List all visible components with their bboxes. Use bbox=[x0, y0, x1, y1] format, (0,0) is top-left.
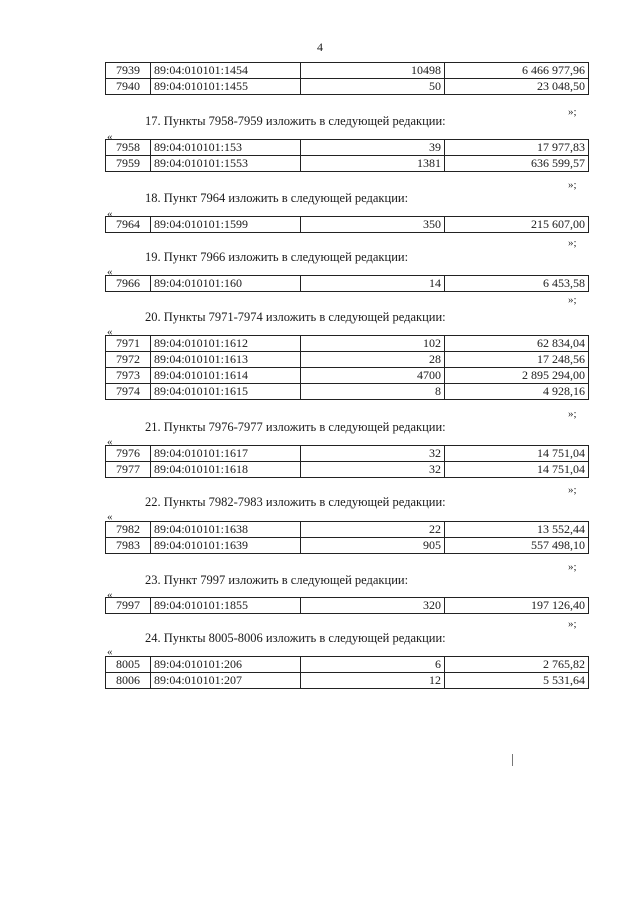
table-row bbox=[106, 368, 589, 384]
value: 23 048,50 bbox=[445, 79, 589, 95]
row-number: 7940 bbox=[106, 79, 151, 95]
area: 1381 bbox=[301, 156, 445, 172]
section-23-table bbox=[105, 597, 589, 614]
opening-quote: « bbox=[107, 511, 113, 523]
table-row bbox=[106, 462, 589, 478]
value: 13 552,44 bbox=[445, 522, 589, 538]
table-row bbox=[106, 217, 589, 233]
area: 905 bbox=[301, 538, 445, 554]
row-number: 7997 bbox=[106, 598, 151, 614]
cadastral-number: 89:04:010101:1855 bbox=[151, 598, 301, 614]
closing-quote: »; bbox=[568, 408, 577, 420]
page-number: 4 bbox=[317, 40, 323, 54]
row-number: 7972 bbox=[106, 352, 151, 368]
area: 50 bbox=[301, 79, 445, 95]
table-row bbox=[106, 522, 589, 538]
area: 4700 bbox=[301, 368, 445, 384]
cadastral-number: 89:04:010101:1639 bbox=[151, 538, 301, 554]
row-number: 7971 bbox=[106, 336, 151, 352]
area: 22 bbox=[301, 522, 445, 538]
row-number: 7973 bbox=[106, 368, 151, 384]
area: 350 bbox=[301, 217, 445, 233]
area: 32 bbox=[301, 446, 445, 462]
row-number: 7939 bbox=[106, 63, 151, 79]
cadastral-number: 89:04:010101:1615 bbox=[151, 384, 301, 400]
value: 215 607,00 bbox=[445, 217, 589, 233]
cadastral-number: 89:04:010101:1553 bbox=[151, 156, 301, 172]
table-row bbox=[106, 63, 589, 79]
section-heading: 22. Пункты 7982-7983 изложить в следующей редакции: bbox=[145, 495, 446, 509]
row-number: 7983 bbox=[106, 538, 151, 554]
section-20-table bbox=[105, 335, 589, 400]
table-row bbox=[106, 276, 589, 292]
value: 14 751,04 bbox=[445, 462, 589, 478]
value: 6 466 977,96 bbox=[445, 63, 589, 79]
opening-quote: « bbox=[107, 589, 113, 601]
row-number: 7976 bbox=[106, 446, 151, 462]
value: 5 531,64 bbox=[445, 673, 589, 689]
cadastral-number: 89:04:010101:207 bbox=[151, 673, 301, 689]
opening-quote: « bbox=[107, 436, 113, 448]
table-row bbox=[106, 352, 589, 368]
opening-quote: « bbox=[107, 266, 113, 278]
section-19-table bbox=[105, 275, 589, 292]
value: 17 248,56 bbox=[445, 352, 589, 368]
section-22-table bbox=[105, 521, 589, 554]
area: 28 bbox=[301, 352, 445, 368]
table-row bbox=[106, 657, 589, 673]
section-18-table bbox=[105, 216, 589, 233]
row-number: 7964 bbox=[106, 217, 151, 233]
area: 14 bbox=[301, 276, 445, 292]
table-row bbox=[106, 140, 589, 156]
cadastral-number: 89:04:010101:1599 bbox=[151, 217, 301, 233]
section-heading: 24. Пункты 8005-8006 изложить в следующей редакции: bbox=[145, 631, 446, 645]
cadastral-number: 89:04:010101:1454 bbox=[151, 63, 301, 79]
opening-quote: « bbox=[107, 131, 113, 143]
table-row bbox=[106, 538, 589, 554]
area: 39 bbox=[301, 140, 445, 156]
closing-quote: »; bbox=[568, 106, 577, 118]
area: 6 bbox=[301, 657, 445, 673]
section-heading: 17. Пункты 7958-7959 изложить в следующей редакции: bbox=[145, 114, 446, 128]
closing-quote: »; bbox=[568, 179, 577, 191]
cadastral-number: 89:04:010101:1455 bbox=[151, 79, 301, 95]
area: 8 bbox=[301, 384, 445, 400]
value: 2 895 294,00 bbox=[445, 368, 589, 384]
table-row bbox=[106, 336, 589, 352]
opening-quote: « bbox=[107, 646, 113, 658]
section-21-table bbox=[105, 445, 589, 478]
table-row bbox=[106, 446, 589, 462]
row-number: 7974 bbox=[106, 384, 151, 400]
value: 17 977,83 bbox=[445, 140, 589, 156]
value: 2 765,82 bbox=[445, 657, 589, 673]
closing-quote: »; bbox=[568, 618, 577, 630]
row-number: 7977 bbox=[106, 462, 151, 478]
section-heading: 23. Пункт 7997 изложить в следующей редакции: bbox=[145, 573, 409, 587]
closing-quote: »; bbox=[568, 237, 577, 249]
closing-quote: »; bbox=[568, 561, 577, 573]
value: 197 126,40 bbox=[445, 598, 589, 614]
section-heading: 19. Пункт 7966 изложить в следующей редакции: bbox=[145, 250, 409, 264]
value: 4 928,16 bbox=[445, 384, 589, 400]
value: 62 834,04 bbox=[445, 336, 589, 352]
table-row bbox=[106, 384, 589, 400]
area: 320 bbox=[301, 598, 445, 614]
cadastral-number: 89:04:010101:1614 bbox=[151, 368, 301, 384]
opening-quote: « bbox=[107, 208, 113, 220]
cadastral-number: 89:04:010101:160 bbox=[151, 276, 301, 292]
closing-quote: »; bbox=[568, 294, 577, 306]
cadastral-number: 89:04:010101:206 bbox=[151, 657, 301, 673]
closing-quote: »; bbox=[568, 484, 577, 496]
cadastral-number: 89:04:010101:153 bbox=[151, 140, 301, 156]
value: 636 599,57 bbox=[445, 156, 589, 172]
value: 6 453,58 bbox=[445, 276, 589, 292]
opening-quote: « bbox=[107, 326, 113, 338]
row-number: 7982 bbox=[106, 522, 151, 538]
cadastral-number: 89:04:010101:1638 bbox=[151, 522, 301, 538]
area: 32 bbox=[301, 462, 445, 478]
section-0-table bbox=[105, 62, 589, 95]
cadastral-number: 89:04:010101:1618 bbox=[151, 462, 301, 478]
margin-mark bbox=[512, 754, 513, 766]
section-heading: 20. Пункты 7971-7974 изложить в следующей редакции: bbox=[145, 310, 446, 324]
area: 102 bbox=[301, 336, 445, 352]
table-row bbox=[106, 673, 589, 689]
cadastral-number: 89:04:010101:1612 bbox=[151, 336, 301, 352]
section-heading: 18. Пункт 7964 изложить в следующей редакции: bbox=[145, 191, 409, 205]
row-number: 7959 bbox=[106, 156, 151, 172]
row-number: 8005 bbox=[106, 657, 151, 673]
row-number: 8006 bbox=[106, 673, 151, 689]
section-24-table bbox=[105, 656, 589, 689]
value: 557 498,10 bbox=[445, 538, 589, 554]
section-heading: 21. Пункты 7976-7977 изложить в следующей редакции: bbox=[145, 420, 446, 434]
table-row bbox=[106, 79, 589, 95]
area: 12 bbox=[301, 673, 445, 689]
row-number: 7966 bbox=[106, 276, 151, 292]
cadastral-number: 89:04:010101:1613 bbox=[151, 352, 301, 368]
row-number: 7958 bbox=[106, 140, 151, 156]
table-row bbox=[106, 598, 589, 614]
area: 10498 bbox=[301, 63, 445, 79]
table-row bbox=[106, 156, 589, 172]
section-17-table bbox=[105, 139, 589, 172]
value: 14 751,04 bbox=[445, 446, 589, 462]
cadastral-number: 89:04:010101:1617 bbox=[151, 446, 301, 462]
